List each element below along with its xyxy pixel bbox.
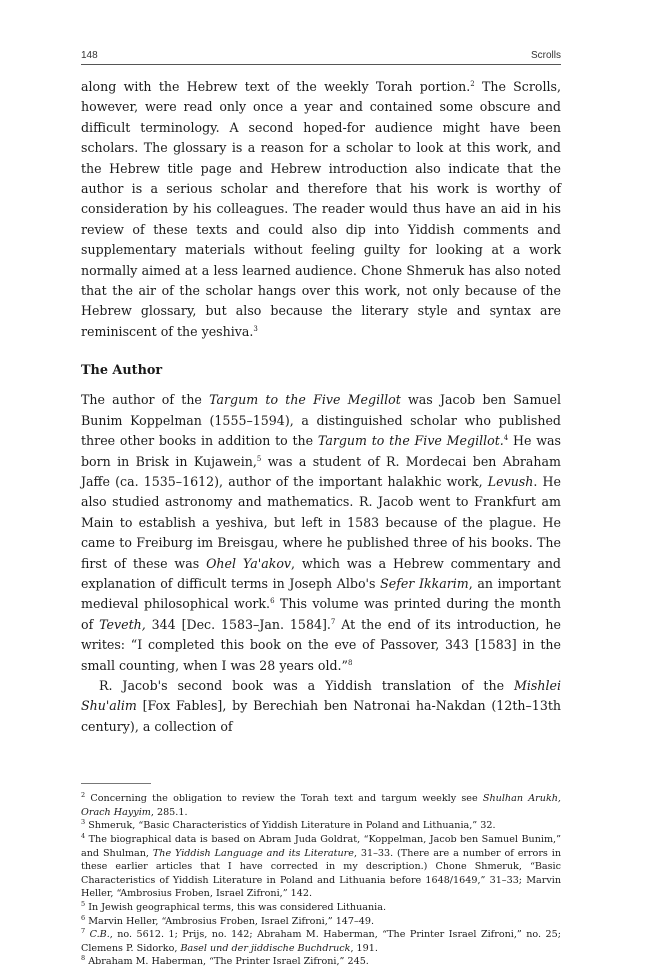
footnote-ref-8[interactable]: 8 [348, 658, 353, 667]
italic-abbrev: C.B. [85, 929, 110, 941]
paragraph-2 [81, 390, 561, 676]
italic-title: Levush [487, 473, 534, 489]
text-run: The Scrolls, however, were read only once a year and contained some obscure and difficult terminology. A second hoped-for audience might have been scholars. The glossary is a reason for a scholar to look at this work, and the Hebrew title page and Hebrew introduction also indicate that the author is a serious scholar and therefore that his work is worthy of consideration by his colleagues. The reader would thus have an aid in his review of these texts and could also dip into Yiddish comments and supplementary materials without feeling guilty for looking at a work normally aimed at a less learned audience. Chone Shmeruk has also noted that the air of the scholar hangs over this work, not only because of the Hebrew glossary, but also because the literary style and syntax are reminiscent of the yeshiva. [81, 79, 561, 339]
text-run: 344 [Dec. 1583–Jan. 1584]. [145, 616, 331, 632]
text-run: The biographical data is based on Abram Juda Goldrat, “Koppelman, Jacob ben Samuel Bunim,” and Shulman, [81, 833, 561, 859]
running-header [81, 50, 561, 65]
footnotes [81, 792, 561, 969]
text-run: The author of the [81, 392, 210, 408]
italic-title: Basel und der jiddische Buchdruck [180, 942, 351, 954]
text-run: [Fox Fables], by Berechiah ben Natronai ha-Nakdan (12th–13th century), a collection of [81, 698, 561, 734]
text-run: along with the Hebrew text of the weekly Torah portion. [81, 79, 471, 94]
text-run: , 31–33. (There are a number of errors in these earlier articles that I have corrected in my description.) Chone Shmeruk, “Basic Characteristics of Yiddish Literature in Poland and Lithuania before 1648/1649,” 31–33; Marvin Heller, “Ambrosius Froben, Israel Zifroni,” 142. [81, 847, 561, 900]
footnote-divider [81, 783, 151, 784]
book-page [81, 50, 561, 969]
footnote-5 [81, 901, 561, 915]
text-run: At the end of its introduction, he writes: “I completed this book on the eve of Passover, 343 [1583] in the small counting, when I was 28 years old.” [81, 616, 561, 673]
footnote-3 [81, 819, 561, 833]
italic-title: Ohel Ya'akov [206, 555, 292, 571]
text-run: . He also studied astronomy and mathematics. R. Jacob went to Frankfurt am Main to establish a yeshiva, but left in 1583 because of the plague. He came to Freiburg im Breisgau, where he published three of his books. The first of these was [81, 473, 561, 571]
text-run: was Jacob ben Samuel Bunim Koppelman (1555–1594), a distinguished scholar who published three other books in addition to the [81, 392, 561, 449]
text-run: , which was a Hebrew commentary and explanation of difficult terms in Joseph Albo's [81, 555, 561, 591]
footnote-2 [81, 792, 561, 819]
text-run: R. Jacob's second book was a Yiddish translation of the [99, 677, 514, 693]
footnote-ref-7[interactable]: 7 [330, 617, 336, 626]
italic-title: The Yiddish Language and its Literature [152, 847, 354, 859]
italic-title: Targum to the Five Megillot [209, 392, 401, 408]
text-run: He was born in Brisk in Kujawein, [81, 433, 561, 469]
paragraph-1 [81, 77, 561, 342]
footnote-number: 4 [81, 831, 86, 840]
text-run: In Jewish geographical terms, this was considered Lithuania. [85, 901, 387, 913]
footnote-7 [81, 928, 561, 955]
section-heading: The Author [81, 363, 163, 379]
text-run: , 191. [350, 942, 378, 954]
footnote-ref-2[interactable]: 2 [470, 79, 475, 88]
paragraph-3 [81, 676, 561, 737]
footnote-8 [81, 955, 561, 969]
text-run: , no. 5612. 1; Prijs, no. 142; Abraham M. Haberman, “The Printer Israel Zifroni,” no. 25; Clemens P. Sidorko, [81, 929, 561, 954]
footnote-4 [81, 833, 561, 901]
footnote-ref-6[interactable]: 6 [270, 597, 275, 606]
footnote-ref-3[interactable]: 3 [253, 324, 258, 333]
text-run: was a student of R. Mordecai ben Abraham Jaffe (ca. 1535–1612), author of the important halakhic work, [81, 453, 561, 489]
text-run: Concerning the obligation to review the Torah text and targum weekly see [85, 793, 483, 805]
italic-title: Targum to the Five Megillot. [317, 433, 504, 449]
italic-title: Shulhan Arukh, Orach Hayyim [81, 793, 561, 818]
text-run: Marvin Heller, “Ambrosius Froben, Israel Zifroni,” 147–49. [85, 915, 375, 927]
page-number: 148 [81, 50, 98, 61]
text-run: , 285.1. [150, 806, 188, 818]
footnote-number: 3 [81, 818, 86, 827]
text-run: Abraham M. Haberman, “The Printer Israel Zifroni,” 245. [85, 956, 369, 968]
text-run: Shmeruk, “Basic Characteristics of Yiddish Literature in Poland and Lithuania,” 32. [85, 820, 496, 832]
running-title: Scrolls [530, 50, 561, 61]
italic-title: Sefer Ikkarim [380, 575, 469, 591]
italic-title: Mishlei Shu'alim [81, 677, 561, 714]
text-run: This volume was printed during the month of [81, 596, 561, 632]
text-run: , an important medieval philosophical work. [81, 575, 561, 612]
footnote-ref-4[interactable]: 4 [503, 433, 509, 442]
footnote-number: 5 [81, 899, 86, 908]
footnote-number: 8 [81, 954, 86, 963]
footnote-number: 7 [81, 926, 86, 935]
footnote-number: 2 [81, 791, 86, 799]
footnote-number: 6 [81, 913, 86, 922]
italic-term: Teveth, [99, 616, 146, 632]
main-text [81, 77, 561, 737]
footnote-ref-5[interactable]: 5 [256, 454, 262, 463]
footnote-6 [81, 915, 561, 929]
